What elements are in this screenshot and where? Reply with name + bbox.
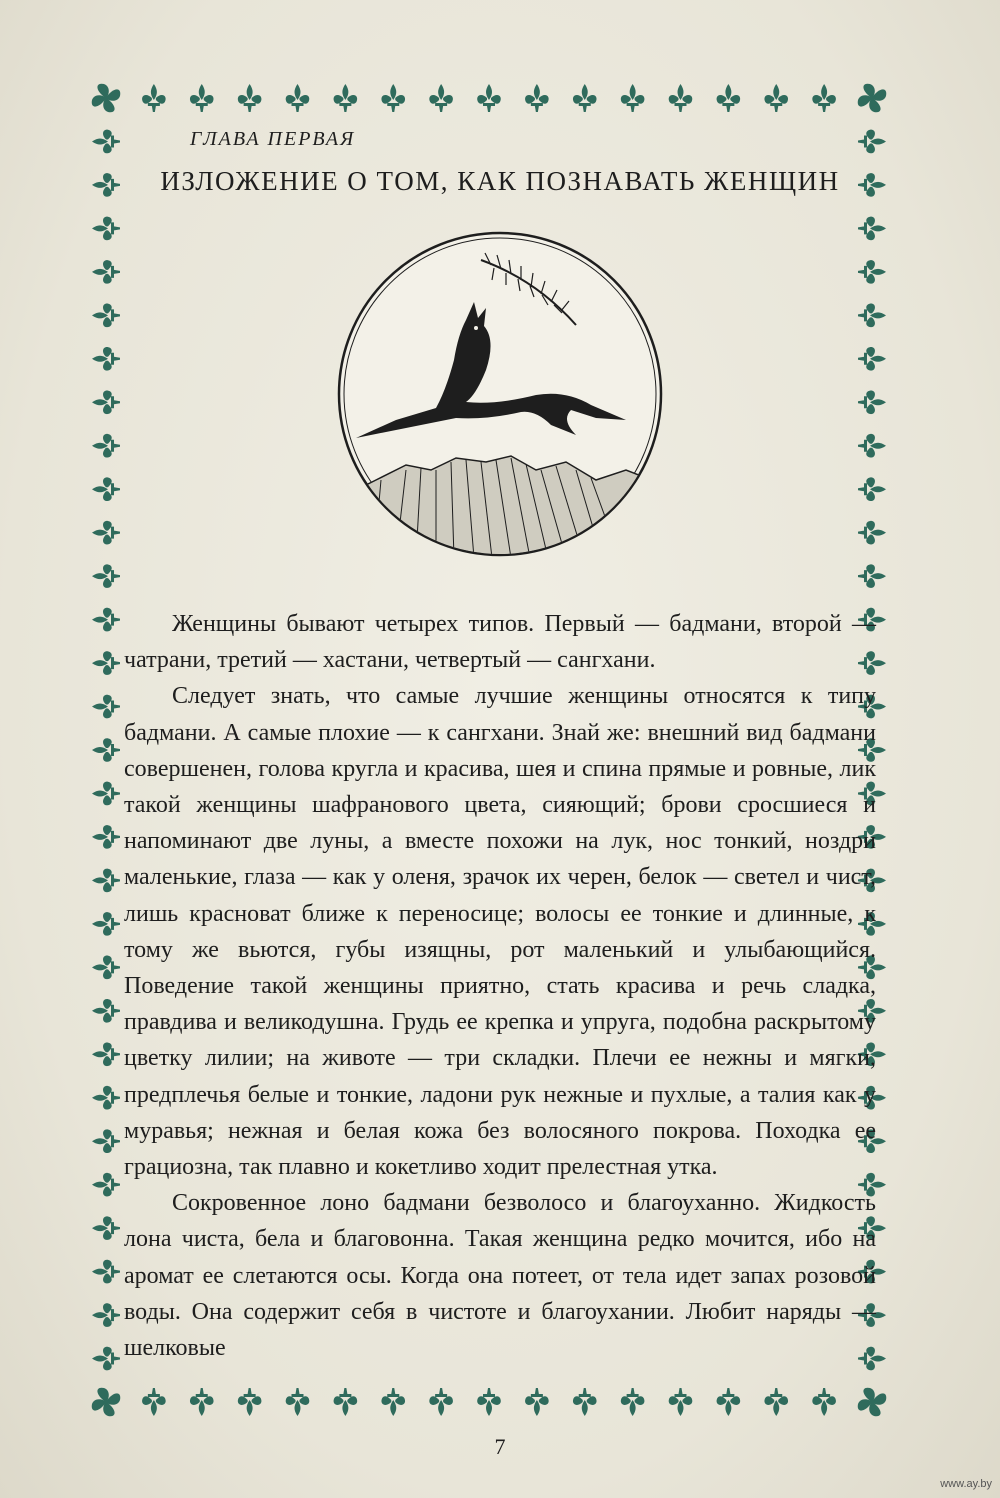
- fleur-de-lis-icon: [190, 84, 214, 112]
- fleur-de-lis-icon: [92, 130, 120, 154]
- fleur-de-lis-icon: [764, 84, 788, 112]
- chapter-label: ГЛАВА ПЕРВАЯ: [190, 128, 356, 150]
- fleur-de-lis-icon: [573, 1388, 597, 1416]
- fleur-de-lis-icon: [334, 1388, 358, 1416]
- fleur-de-lis-icon: [858, 434, 886, 458]
- chapter-title: ИЗЛОЖЕНИЕ О ТОМ, КАК ПОЗНАВАТЬ ЖЕНЩИН: [160, 166, 840, 196]
- fleur-de-lis-icon: [92, 1173, 120, 1197]
- fleur-de-lis-icon: [92, 173, 120, 197]
- fleur-de-lis-icon: [238, 84, 262, 112]
- paragraph: Сокровенное лоно бадмани безволосо и благоуханно. Жидкость лона чиста, бела и благовонна. Такая женщина редко мочится, ибо на аромат ее слетаются осы. Когда она потеет, от тела идет запах розовой воды. Она содержит себя в чистоте и благоухании. Любит наряды — шелковые: [124, 1190, 876, 1362]
- fleur-de-lis-icon: [92, 1216, 120, 1240]
- fleur-de-lis-icon: [381, 1388, 405, 1416]
- fleur-de-lis-icon: [858, 130, 886, 154]
- paragraph: Женщины бывают четырех типов. Первый — бадмани, второй — чатрани, третий — хастани, четвертый — сангхани.: [124, 611, 876, 674]
- fleur-de-lis-icon: [92, 521, 120, 545]
- fleur-de-lis-icon: [92, 608, 120, 632]
- fleur-de-lis-icon: [92, 1260, 120, 1284]
- fleur-de-lis-icon: [812, 1388, 836, 1416]
- fleur-de-lis-icon: [92, 956, 120, 980]
- corner-ornament-icon: [92, 84, 121, 113]
- fleur-de-lis-icon: [92, 477, 120, 501]
- corner-ornament-icon: [858, 1388, 887, 1417]
- fleur-de-lis-icon: [717, 1388, 741, 1416]
- fleur-de-lis-icon: [92, 1042, 120, 1066]
- fleur-de-lis-icon: [381, 84, 405, 112]
- fleur-de-lis-icon: [92, 347, 120, 371]
- fleur-de-lis-icon: [477, 84, 501, 112]
- fleur-de-lis-icon: [858, 304, 886, 328]
- fleur-de-lis-icon: [858, 217, 886, 241]
- fleur-de-lis-icon: [92, 1129, 120, 1153]
- fleur-de-lis-icon: [858, 347, 886, 371]
- page-number: 7: [494, 1434, 506, 1459]
- fleur-de-lis-icon: [190, 1388, 214, 1416]
- fleur-de-lis-icon: [858, 390, 886, 414]
- fleur-de-lis-icon: [92, 390, 120, 414]
- fleur-de-lis-icon: [92, 1347, 120, 1371]
- fleur-de-lis-icon: [286, 84, 310, 112]
- fleur-de-lis-icon: [858, 564, 886, 588]
- fleur-de-lis-icon: [573, 84, 597, 112]
- fleur-de-lis-icon: [142, 84, 166, 112]
- fleur-de-lis-icon: [92, 738, 120, 762]
- fleur-de-lis-icon: [92, 260, 120, 284]
- corner-ornament-icon: [858, 84, 887, 113]
- fleur-de-lis-icon: [858, 521, 886, 545]
- fleur-de-lis-icon: [92, 217, 120, 241]
- fleur-de-lis-icon: [92, 869, 120, 893]
- fleur-de-lis-icon: [858, 477, 886, 501]
- fleur-de-lis-icon: [142, 1388, 166, 1416]
- fleur-de-lis-icon: [477, 1388, 501, 1416]
- fleur-de-lis-icon: [92, 564, 120, 588]
- fleur-de-lis-icon: [812, 84, 836, 112]
- paragraph: Следует знать, что самые лучшие женщины относятся к типу бадмани. А самые плохие — к сангхани. Знай же: внешний вид бадмани совершенен, голова кругла и красива, шея и спина прямые и ровные, лик такой женщины шафранового цвета, сияющий; брови сросшиеся и напоминают две луны, а вместе похожи на лук, нос тонкий, ноздри маленькие, глаза — как у оленя, зрачок их черен, белок — светел и чист, лишь красноват ближе к переносице; волосы ее тонкие и длинные, к тому же вьются, губы изящны, рот маленький и улыбающийся. Поведение такой женщины приятно, стать красива и речь сладка, правдива и великодушна. Грудь ее крепка и упруга, подобна раскрытому цветку лилии; на животе — три складки. Плечи ее нежны и мягки, предплечья белые и тонкие, ладони рук нежные и пухлые, а талия как у муравья; нежная и белая кожа без волосяного покрова. Походка ее грациозна, так плавно и кокетливо ходит прелестная утка.: [124, 683, 876, 1181]
- fleur-de-lis-icon: [669, 1388, 693, 1416]
- fleur-de-lis-icon: [621, 1388, 645, 1416]
- fleur-de-lis-icon: [286, 1388, 310, 1416]
- fleur-de-lis-icon: [92, 1303, 120, 1327]
- fleur-de-lis-icon: [669, 84, 693, 112]
- corner-ornament-icon: [92, 1388, 121, 1417]
- fleur-de-lis-icon: [525, 1388, 549, 1416]
- body-text: [124, 606, 876, 1366]
- fleur-de-lis-icon: [858, 260, 886, 284]
- fleur-de-lis-icon: [92, 695, 120, 719]
- fleur-de-lis-icon: [429, 84, 453, 112]
- fleur-de-lis-icon: [621, 84, 645, 112]
- fleur-de-lis-icon: [764, 1388, 788, 1416]
- fleur-de-lis-icon: [92, 999, 120, 1023]
- fleur-de-lis-icon: [92, 1086, 120, 1110]
- watermark: www.ay.by: [940, 1478, 992, 1490]
- fleur-de-lis-icon: [238, 1388, 262, 1416]
- fleur-de-lis-icon: [334, 84, 358, 112]
- leaping-antelope-icon: [336, 230, 664, 558]
- fleur-de-lis-icon: [92, 434, 120, 458]
- fleur-de-lis-icon: [92, 304, 120, 328]
- fleur-de-lis-icon: [92, 782, 120, 806]
- fleur-de-lis-icon: [717, 84, 741, 112]
- fleur-de-lis-icon: [525, 84, 549, 112]
- fleur-de-lis-icon: [92, 912, 120, 936]
- fleur-de-lis-icon: [92, 825, 120, 849]
- fleur-de-lis-icon: [92, 651, 120, 675]
- fleur-de-lis-icon: [429, 1388, 453, 1416]
